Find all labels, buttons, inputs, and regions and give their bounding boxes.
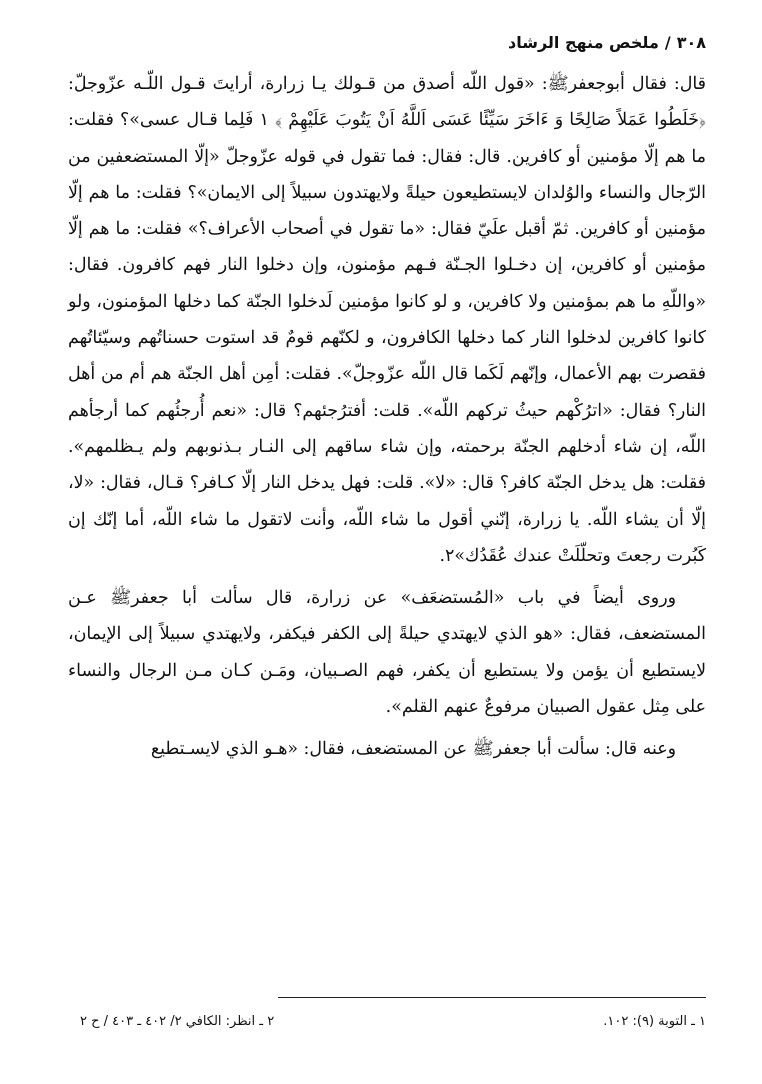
body-paragraph-1: قال: فقال أبوجعفرﷺ: «قول اللّه أصدق من قـولك يـا زرارة، أرايتَ قـول اللّـه عزّوجلّ: ﴿خَلَطُوا عَمَلاً صَالِحًا وَ ءَاخَرَ سَيِّئًا عَسَى اَللَّهُ اَنْ يَتُوبَ عَلَيْهِمْ ﴾ ١ فَلِما قـال عسى»؟ فقلت: ما هم إلّا مؤمنين أو كافرين. قال: فقال: فما تقول في قوله عزّوجلّ «إلّا المستضعفين من الرّجال والنساء والوُلدان لايستطيعون حيلةً ولايهتدون سبيلاً إلى الايمان»؟ فقلت: ما هم إلّا مؤمنين أو كافرين. ثمّ أقبل علَيّ فقال: «ما تقول في أصحاب الأعراف؟» فقلت: ما هم إلّا مؤمنين أو كافرين، إن دخـلوا الجـنّة فـهم مؤمنون، وإن دخلوا النار فهم كافرون. فقال: «واللّهِ ما هم بمؤمنين ولا كافرين، و لو كانوا مؤمنين لَدخلوا الجنّة كما دخلها المؤمنون، ولو كانوا كافرين لدخلوا النار كما دخلها الكافرون، و لكنّهم قومٌ قد استوت حسناتُهم وسيّئاتُهم فقصرت بهم الأعمال، وإنّهم لَكَما قال اللّه عزّوجلّ». فقلت: أمِن أهل الجنّة هم أم من أهل النار؟ فقال: «اترُكْهم حيثُ تركهم اللّه». قلت: أفترُجئهم؟ قال: «نعم أُرجئُهم كما أرجأهم اللّه، إن شاء أدخلهم الجنّة برحمته، وإن شاء ساقهم إلى النـار بـذنوبهم ولم يـظلمهم». فقلت: هل يدخل الجنّة كافر؟ قال: «لا». قلت: فهل يدخل النار إلّا كـافر؟ قـال، فقال: «لا، إلّا أن يشاء اللّه. يا زرارة، إنّني أقول ما شاء اللّه، وأنت لاتقول ما شاء اللّه، أما إنّك إن كَبُرت رجعتَ وتحلّلَتْ عندك عُقَدُك»٢. (68, 74, 706, 566)
footnote-2: ٢ ـ انظر: الكافي ٢/ ٤٠٢ ـ ٤٠٣ / ح ٢ (80, 1014, 275, 1029)
header-separator: / (664, 33, 671, 52)
page-number: ٣٠٨ (676, 33, 706, 52)
footnote-1: ١ ـ التوبة (٩): ١٠٢. (603, 1014, 706, 1029)
page-content (68, 28, 706, 768)
body-paragraph-3: وعنه قال: سألت أبا جعفرﷺ عن المستضعف، فقال: «هـو الذي لايسـتطيع (150, 739, 676, 760)
footnotes (80, 1014, 706, 1029)
book-title: ملخص منهج الرشاد (507, 33, 659, 52)
footnote-divider (278, 997, 706, 998)
running-header (68, 28, 706, 58)
body-paragraph-2: وروى أيضاً في باب «المُستضعَف» عن زرارة، قال سألت أبا جعفرﷺ عـن المستضعف، فقال: «هو الذي لايهتدي حيلةً إلى الكفر فيكفر، ولايهتدي سبيلاً إلى الإيمان، لايستطيع أن يؤمن ولا يستطيع أن يكفر، فهم الصـبيان، ومَـن كـان مـن الرجال والنساء على مِثل عقول الصبيان مرفوعٌ عنهم القلم». (68, 588, 706, 718)
